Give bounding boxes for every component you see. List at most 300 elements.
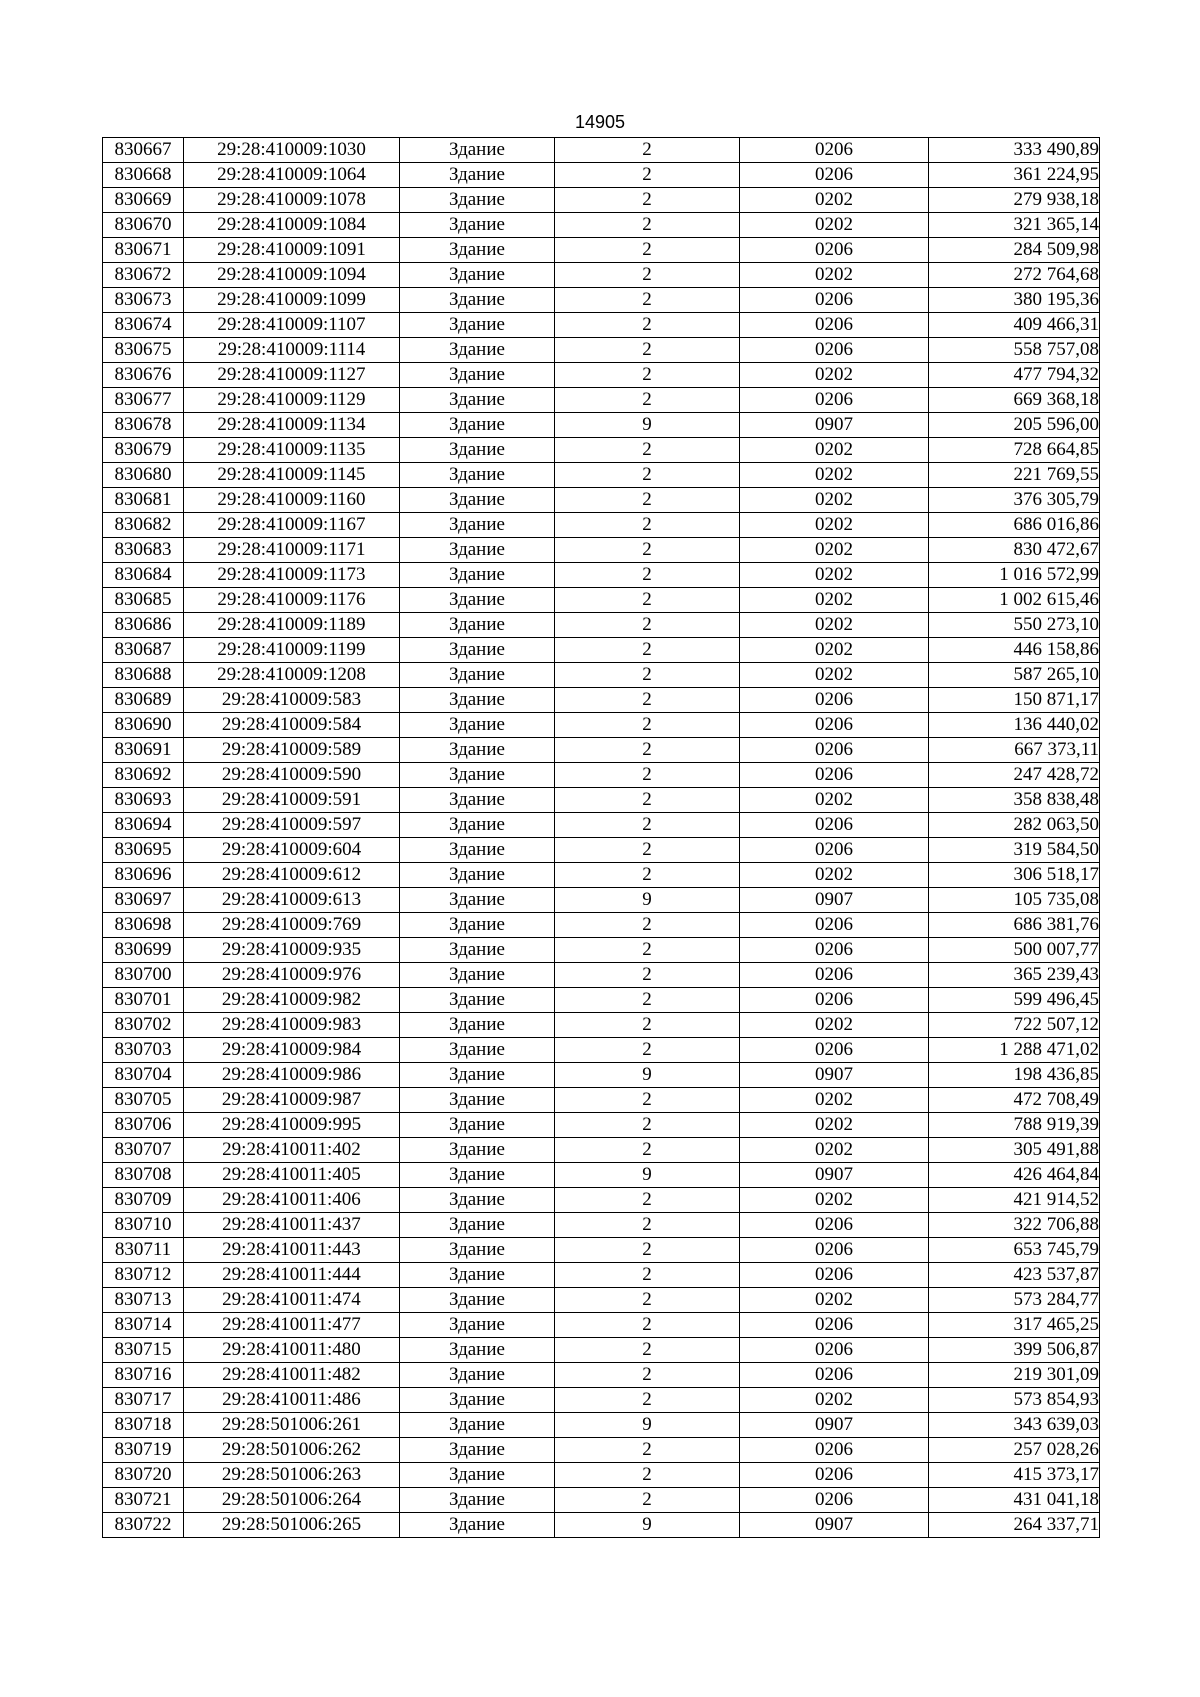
cadastral-value-cell: 722 507,12 <box>929 1013 1100 1038</box>
object-type-cell: Здание <box>400 1038 555 1063</box>
cadastral-number-cell: 29:28:410009:1189 <box>184 613 400 638</box>
row-number-cell: 830716 <box>103 1363 184 1388</box>
cadastral-number-cell: 29:28:410009:1208 <box>184 663 400 688</box>
group-cell: 2 <box>555 1113 740 1138</box>
object-type-cell: Здание <box>400 1388 555 1413</box>
subgroup-code-cell: 0206 <box>740 1213 929 1238</box>
cadastral-value-cell: 343 639,03 <box>929 1413 1100 1438</box>
row-number-cell: 830687 <box>103 638 184 663</box>
cadastral-number-cell: 29:28:410011:405 <box>184 1163 400 1188</box>
cadastral-number-cell: 29:28:410009:1078 <box>184 188 400 213</box>
table-row <box>103 213 1100 238</box>
cadastral-value-cell: 558 757,08 <box>929 338 1100 363</box>
row-number-cell: 830718 <box>103 1413 184 1438</box>
row-number-cell: 830709 <box>103 1188 184 1213</box>
table-row <box>103 838 1100 863</box>
table-row <box>103 888 1100 913</box>
row-number-cell: 830681 <box>103 488 184 513</box>
table-row <box>103 338 1100 363</box>
cadastral-number-cell: 29:28:410009:1107 <box>184 313 400 338</box>
object-type-cell: Здание <box>400 688 555 713</box>
cadastral-number-cell: 29:28:410009:935 <box>184 938 400 963</box>
cadastral-value-cell: 728 664,85 <box>929 438 1100 463</box>
cadastral-value-cell: 150 871,17 <box>929 688 1100 713</box>
cadastral-value-cell: 264 337,71 <box>929 1513 1100 1538</box>
cadastral-value-cell: 415 373,17 <box>929 1463 1100 1488</box>
cadastral-number-cell: 29:28:410009:590 <box>184 763 400 788</box>
cadastral-number-cell: 29:28:410009:612 <box>184 863 400 888</box>
cadastral-value-cell: 1 002 615,46 <box>929 588 1100 613</box>
object-type-cell: Здание <box>400 613 555 638</box>
group-cell: 2 <box>555 1363 740 1388</box>
group-cell: 2 <box>555 288 740 313</box>
row-number-cell: 830693 <box>103 788 184 813</box>
row-number-cell: 830703 <box>103 1038 184 1063</box>
cadastral-number-cell: 29:28:410009:1099 <box>184 288 400 313</box>
table-row <box>103 163 1100 188</box>
cadastral-number-cell: 29:28:410009:1145 <box>184 463 400 488</box>
subgroup-code-cell: 0206 <box>740 163 929 188</box>
group-cell: 2 <box>555 663 740 688</box>
row-number-cell: 830708 <box>103 1163 184 1188</box>
table-row <box>103 863 1100 888</box>
table-row <box>103 588 1100 613</box>
row-number-cell: 830673 <box>103 288 184 313</box>
cadastral-value-cell: 380 195,36 <box>929 288 1100 313</box>
row-number-cell: 830694 <box>103 813 184 838</box>
subgroup-code-cell: 0206 <box>740 963 929 988</box>
group-cell: 2 <box>555 263 740 288</box>
subgroup-code-cell: 0202 <box>740 613 929 638</box>
object-type-cell: Здание <box>400 1463 555 1488</box>
cadastral-value-cell: 573 284,77 <box>929 1288 1100 1313</box>
table-row <box>103 463 1100 488</box>
table-row <box>103 1488 1100 1513</box>
group-cell: 2 <box>555 738 740 763</box>
group-cell: 2 <box>555 313 740 338</box>
subgroup-code-cell: 0206 <box>740 1463 929 1488</box>
row-number-cell: 830684 <box>103 563 184 588</box>
table-row <box>103 1088 1100 1113</box>
table-row <box>103 713 1100 738</box>
table-row <box>103 313 1100 338</box>
cadastral-number-cell: 29:28:410009:1173 <box>184 563 400 588</box>
object-type-cell: Здание <box>400 413 555 438</box>
cadastral-number-cell: 29:28:410009:604 <box>184 838 400 863</box>
row-number-cell: 830679 <box>103 438 184 463</box>
row-number-cell: 830714 <box>103 1313 184 1338</box>
group-cell: 2 <box>555 1238 740 1263</box>
subgroup-code-cell: 0206 <box>740 838 929 863</box>
group-cell: 2 <box>555 138 740 163</box>
cadastral-number-cell: 29:28:410009:982 <box>184 988 400 1013</box>
row-number-cell: 830676 <box>103 363 184 388</box>
object-type-cell: Здание <box>400 313 555 338</box>
cadastral-value-cell: 500 007,77 <box>929 938 1100 963</box>
row-number-cell: 830698 <box>103 913 184 938</box>
row-number-cell: 830689 <box>103 688 184 713</box>
row-number-cell: 830675 <box>103 338 184 363</box>
object-type-cell: Здание <box>400 163 555 188</box>
group-cell: 2 <box>555 213 740 238</box>
row-number-cell: 830683 <box>103 538 184 563</box>
registry-table <box>102 137 1100 1538</box>
subgroup-code-cell: 0907 <box>740 413 929 438</box>
subgroup-code-cell: 0202 <box>740 1188 929 1213</box>
object-type-cell: Здание <box>400 1263 555 1288</box>
subgroup-code-cell: 0202 <box>740 663 929 688</box>
object-type-cell: Здание <box>400 1513 555 1538</box>
group-cell: 2 <box>555 163 740 188</box>
table-row <box>103 1113 1100 1138</box>
table-row <box>103 913 1100 938</box>
cadastral-value-cell: 205 596,00 <box>929 413 1100 438</box>
subgroup-code-cell: 0206 <box>740 938 929 963</box>
cadastral-number-cell: 29:28:501006:262 <box>184 1438 400 1463</box>
table-row <box>103 613 1100 638</box>
subgroup-code-cell: 0202 <box>740 213 929 238</box>
cadastral-value-cell: 477 794,32 <box>929 363 1100 388</box>
subgroup-code-cell: 0907 <box>740 1413 929 1438</box>
table-row <box>103 1313 1100 1338</box>
object-type-cell: Здание <box>400 1363 555 1388</box>
subgroup-code-cell: 0206 <box>740 313 929 338</box>
object-type-cell: Здание <box>400 1288 555 1313</box>
cadastral-value-cell: 587 265,10 <box>929 663 1100 688</box>
group-cell: 2 <box>555 813 740 838</box>
cadastral-value-cell: 421 914,52 <box>929 1188 1100 1213</box>
table-row <box>103 1138 1100 1163</box>
table-row <box>103 238 1100 263</box>
object-type-cell: Здание <box>400 1088 555 1113</box>
object-type-cell: Здание <box>400 763 555 788</box>
object-type-cell: Здание <box>400 213 555 238</box>
cadastral-value-cell: 376 305,79 <box>929 488 1100 513</box>
table-row <box>103 263 1100 288</box>
object-type-cell: Здание <box>400 1438 555 1463</box>
subgroup-code-cell: 0206 <box>740 688 929 713</box>
group-cell: 2 <box>555 1263 740 1288</box>
cadastral-value-cell: 830 472,67 <box>929 538 1100 563</box>
cadastral-number-cell: 29:28:410009:1176 <box>184 588 400 613</box>
cadastral-value-cell: 365 239,43 <box>929 963 1100 988</box>
table-row <box>103 413 1100 438</box>
subgroup-code-cell: 0907 <box>740 1163 929 1188</box>
row-number-cell: 830695 <box>103 838 184 863</box>
subgroup-code-cell: 0206 <box>740 988 929 1013</box>
cadastral-value-cell: 653 745,79 <box>929 1238 1100 1263</box>
cadastral-number-cell: 29:28:410009:983 <box>184 1013 400 1038</box>
cadastral-number-cell: 29:28:410011:482 <box>184 1363 400 1388</box>
object-type-cell: Здание <box>400 488 555 513</box>
row-number-cell: 830667 <box>103 138 184 163</box>
object-type-cell: Здание <box>400 963 555 988</box>
row-number-cell: 830717 <box>103 1388 184 1413</box>
object-type-cell: Здание <box>400 288 555 313</box>
row-number-cell: 830715 <box>103 1338 184 1363</box>
group-cell: 2 <box>555 1438 740 1463</box>
object-type-cell: Здание <box>400 263 555 288</box>
group-cell: 2 <box>555 438 740 463</box>
cadastral-number-cell: 29:28:410009:1160 <box>184 488 400 513</box>
group-cell: 2 <box>555 588 740 613</box>
subgroup-code-cell: 0202 <box>740 563 929 588</box>
subgroup-code-cell: 0202 <box>740 863 929 888</box>
cadastral-value-cell: 573 854,93 <box>929 1388 1100 1413</box>
cadastral-value-cell: 282 063,50 <box>929 813 1100 838</box>
row-number-cell: 830669 <box>103 188 184 213</box>
subgroup-code-cell: 0206 <box>740 813 929 838</box>
table-row <box>103 138 1100 163</box>
table-row <box>103 488 1100 513</box>
subgroup-code-cell: 0907 <box>740 888 929 913</box>
group-cell: 9 <box>555 413 740 438</box>
table-row <box>103 813 1100 838</box>
cadastral-number-cell: 29:28:410009:1064 <box>184 163 400 188</box>
group-cell: 2 <box>555 938 740 963</box>
subgroup-code-cell: 0202 <box>740 463 929 488</box>
cadastral-number-cell: 29:28:501006:265 <box>184 1513 400 1538</box>
cadastral-number-cell: 29:28:501006:264 <box>184 1488 400 1513</box>
subgroup-code-cell: 0202 <box>740 538 929 563</box>
subgroup-code-cell: 0202 <box>740 263 929 288</box>
group-cell: 9 <box>555 888 740 913</box>
cadastral-value-cell: 667 373,11 <box>929 738 1100 763</box>
object-type-cell: Здание <box>400 863 555 888</box>
cadastral-value-cell: 136 440,02 <box>929 713 1100 738</box>
cadastral-value-cell: 105 735,08 <box>929 888 1100 913</box>
cadastral-number-cell: 29:28:410009:1094 <box>184 263 400 288</box>
table-row <box>103 1388 1100 1413</box>
subgroup-code-cell: 0206 <box>740 1038 929 1063</box>
object-type-cell: Здание <box>400 538 555 563</box>
group-cell: 2 <box>555 963 740 988</box>
cadastral-value-cell: 358 838,48 <box>929 788 1100 813</box>
object-type-cell: Здание <box>400 913 555 938</box>
table-row <box>103 363 1100 388</box>
cadastral-value-cell: 279 938,18 <box>929 188 1100 213</box>
cadastral-value-cell: 1 288 471,02 <box>929 1038 1100 1063</box>
subgroup-code-cell: 0202 <box>740 1088 929 1113</box>
cadastral-number-cell: 29:28:410009:1135 <box>184 438 400 463</box>
cadastral-number-cell: 29:28:501006:263 <box>184 1463 400 1488</box>
page-number: 14905 <box>574 112 626 132</box>
group-cell: 2 <box>555 713 740 738</box>
cadastral-number-cell: 29:28:410011:437 <box>184 1213 400 1238</box>
cadastral-number-cell: 29:28:410009:1127 <box>184 363 400 388</box>
cadastral-value-cell: 305 491,88 <box>929 1138 1100 1163</box>
group-cell: 2 <box>555 338 740 363</box>
table-row <box>103 388 1100 413</box>
subgroup-code-cell: 0206 <box>740 913 929 938</box>
cadastral-number-cell: 29:28:410009:976 <box>184 963 400 988</box>
object-type-cell: Здание <box>400 1338 555 1363</box>
cadastral-number-cell: 29:28:410009:1167 <box>184 513 400 538</box>
cadastral-number-cell: 29:28:410009:995 <box>184 1113 400 1138</box>
subgroup-code-cell: 0202 <box>740 788 929 813</box>
cadastral-value-cell: 599 496,45 <box>929 988 1100 1013</box>
object-type-cell: Здание <box>400 588 555 613</box>
cadastral-value-cell: 426 464,84 <box>929 1163 1100 1188</box>
table-row <box>103 738 1100 763</box>
object-type-cell: Здание <box>400 1138 555 1163</box>
subgroup-code-cell: 0206 <box>740 738 929 763</box>
group-cell: 2 <box>555 538 740 563</box>
cadastral-number-cell: 29:28:410009:584 <box>184 713 400 738</box>
row-number-cell: 830671 <box>103 238 184 263</box>
cadastral-value-cell: 322 706,88 <box>929 1213 1100 1238</box>
row-number-cell: 830692 <box>103 763 184 788</box>
subgroup-code-cell: 0907 <box>740 1513 929 1538</box>
group-cell: 2 <box>555 788 740 813</box>
table-row <box>103 638 1100 663</box>
group-cell: 2 <box>555 688 740 713</box>
table-row <box>103 1188 1100 1213</box>
object-type-cell: Здание <box>400 888 555 913</box>
table-row <box>103 1213 1100 1238</box>
subgroup-code-cell: 0206 <box>740 138 929 163</box>
group-cell: 2 <box>555 1488 740 1513</box>
table-row <box>103 1063 1100 1088</box>
cadastral-number-cell: 29:28:501006:261 <box>184 1413 400 1438</box>
subgroup-code-cell: 0206 <box>740 238 929 263</box>
cadastral-number-cell: 29:28:410011:474 <box>184 1288 400 1313</box>
row-number-cell: 830688 <box>103 663 184 688</box>
group-cell: 2 <box>555 363 740 388</box>
group-cell: 2 <box>555 563 740 588</box>
cadastral-value-cell: 550 273,10 <box>929 613 1100 638</box>
object-type-cell: Здание <box>400 138 555 163</box>
row-number-cell: 830720 <box>103 1463 184 1488</box>
subgroup-code-cell: 0206 <box>740 1488 929 1513</box>
subgroup-code-cell: 0202 <box>740 1288 929 1313</box>
row-number-cell: 830678 <box>103 413 184 438</box>
row-number-cell: 830697 <box>103 888 184 913</box>
subgroup-code-cell: 0206 <box>740 288 929 313</box>
object-type-cell: Здание <box>400 738 555 763</box>
group-cell: 2 <box>555 1038 740 1063</box>
cadastral-value-cell: 221 769,55 <box>929 463 1100 488</box>
object-type-cell: Здание <box>400 1188 555 1213</box>
table-row <box>103 1363 1100 1388</box>
row-number-cell: 830711 <box>103 1238 184 1263</box>
group-cell: 2 <box>555 463 740 488</box>
group-cell: 2 <box>555 1388 740 1413</box>
row-number-cell: 830707 <box>103 1138 184 1163</box>
row-number-cell: 830690 <box>103 713 184 738</box>
object-type-cell: Здание <box>400 1163 555 1188</box>
registry-table-body <box>103 138 1100 1538</box>
object-type-cell: Здание <box>400 1013 555 1038</box>
cadastral-value-cell: 446 158,86 <box>929 638 1100 663</box>
table-row <box>103 1413 1100 1438</box>
cadastral-number-cell: 29:28:410009:589 <box>184 738 400 763</box>
object-type-cell: Здание <box>400 388 555 413</box>
group-cell: 2 <box>555 1338 740 1363</box>
group-cell: 2 <box>555 1013 740 1038</box>
object-type-cell: Здание <box>400 1313 555 1338</box>
cadastral-number-cell: 29:28:410011:406 <box>184 1188 400 1213</box>
row-number-cell: 830685 <box>103 588 184 613</box>
table-row <box>103 763 1100 788</box>
object-type-cell: Здание <box>400 563 555 588</box>
row-number-cell: 830700 <box>103 963 184 988</box>
object-type-cell: Здание <box>400 788 555 813</box>
cadastral-value-cell: 472 708,49 <box>929 1088 1100 1113</box>
row-number-cell: 830705 <box>103 1088 184 1113</box>
group-cell: 2 <box>555 1088 740 1113</box>
cadastral-value-cell: 319 584,50 <box>929 838 1100 863</box>
table-row <box>103 438 1100 463</box>
object-type-cell: Здание <box>400 1063 555 1088</box>
subgroup-code-cell: 0206 <box>740 1263 929 1288</box>
cadastral-number-cell: 29:28:410009:597 <box>184 813 400 838</box>
group-cell: 2 <box>555 1288 740 1313</box>
table-row <box>103 688 1100 713</box>
subgroup-code-cell: 0202 <box>740 1138 929 1163</box>
table-row <box>103 1463 1100 1488</box>
cadastral-number-cell: 29:28:410009:987 <box>184 1088 400 1113</box>
row-number-cell: 830721 <box>103 1488 184 1513</box>
group-cell: 9 <box>555 1163 740 1188</box>
object-type-cell: Здание <box>400 1238 555 1263</box>
cadastral-value-cell: 361 224,95 <box>929 163 1100 188</box>
row-number-cell: 830670 <box>103 213 184 238</box>
subgroup-code-cell: 0202 <box>740 638 929 663</box>
object-type-cell: Здание <box>400 363 555 388</box>
group-cell: 2 <box>555 238 740 263</box>
object-type-cell: Здание <box>400 188 555 213</box>
group-cell: 2 <box>555 1138 740 1163</box>
table-row <box>103 1513 1100 1538</box>
group-cell: 2 <box>555 988 740 1013</box>
table-row <box>103 188 1100 213</box>
row-number-cell: 830706 <box>103 1113 184 1138</box>
cadastral-value-cell: 409 466,31 <box>929 313 1100 338</box>
object-type-cell: Здание <box>400 463 555 488</box>
row-number-cell: 830719 <box>103 1438 184 1463</box>
cadastral-number-cell: 29:28:410009:1030 <box>184 138 400 163</box>
table-row <box>103 1038 1100 1063</box>
table-row <box>103 288 1100 313</box>
cadastral-number-cell: 29:28:410009:1134 <box>184 413 400 438</box>
row-number-cell: 830668 <box>103 163 184 188</box>
subgroup-code-cell: 0202 <box>740 513 929 538</box>
row-number-cell: 830680 <box>103 463 184 488</box>
cadastral-value-cell: 219 301,09 <box>929 1363 1100 1388</box>
cadastral-number-cell: 29:28:410009:769 <box>184 913 400 938</box>
cadastral-value-cell: 399 506,87 <box>929 1338 1100 1363</box>
subgroup-code-cell: 0206 <box>740 388 929 413</box>
object-type-cell: Здание <box>400 938 555 963</box>
table-row <box>103 663 1100 688</box>
row-number-cell: 830710 <box>103 1213 184 1238</box>
row-number-cell: 830691 <box>103 738 184 763</box>
cadastral-value-cell: 788 919,39 <box>929 1113 1100 1138</box>
table-row <box>103 1163 1100 1188</box>
subgroup-code-cell: 0206 <box>740 713 929 738</box>
subgroup-code-cell: 0206 <box>740 1238 929 1263</box>
subgroup-code-cell: 0206 <box>740 338 929 363</box>
table-row <box>103 988 1100 1013</box>
table-row <box>103 513 1100 538</box>
cadastral-value-cell: 423 537,87 <box>929 1263 1100 1288</box>
object-type-cell: Здание <box>400 1488 555 1513</box>
row-number-cell: 830701 <box>103 988 184 1013</box>
row-number-cell: 830682 <box>103 513 184 538</box>
table-row <box>103 1263 1100 1288</box>
subgroup-code-cell: 0202 <box>740 1013 929 1038</box>
